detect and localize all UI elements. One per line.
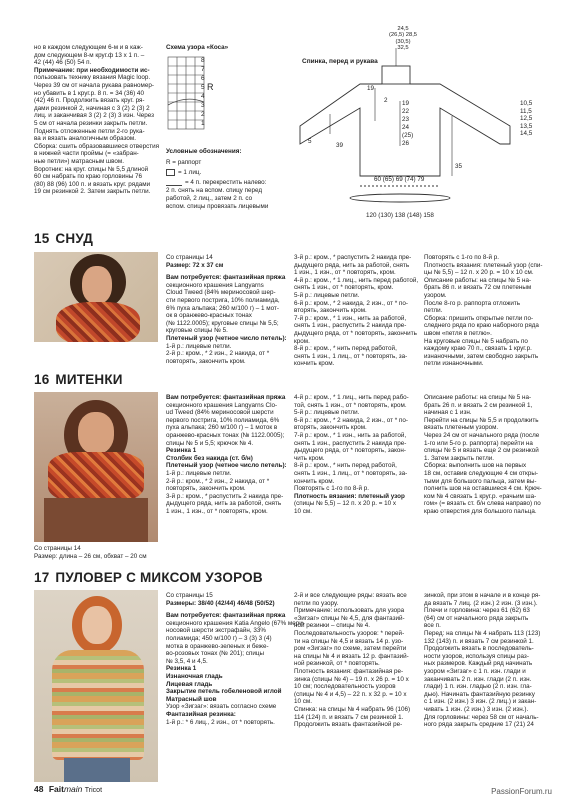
scheme-row-numbers: 8 7 6 5 4 3 2 1 (201, 57, 205, 127)
diagram-length: 35 (455, 163, 463, 170)
jeans (64, 758, 130, 782)
cross-symbol (166, 180, 182, 186)
diagram-armhole-values: 19 22 23 24 (25) 26 (402, 100, 414, 147)
mitts-col3: Описание работы: на спицы № 5 на- брать 26 п. и вязать 2 см резинкой 1, начиная с 1 изн. Перейти на спицы № 5,5 и продолжить вязать плетеным узором. Через 24 см от начального ряда (после 1-го или 5-го р. раппорта) перейти на спицы № 5 и вязать еще 2 см резинкой 1. Затем закрыть петли. Сборка: выполнить шов на первых 18 см, оставив следующие 4 см откры- тыми для большого пальца, затем вы- полнить шов на оставшиеся 4 см. Крюч- ком № 4 связать 1 круг.р. «рачьим ша- гом» (= вязать ст. б/н слева направо) по краю отверстия для большого пальца. (424, 394, 542, 515)
snood-col1: Со страницы 14 Размер: 72 х 37 см Вам потребуется: фантазийная пряжа секционного крашения Langyarns Cloud Tweed (84% мериносовой шер- сти первого пострига, 10% полиамида, 6% пуха альпака; 260 м/100 г) – 1 мот- ок в оранжево-красных тонах (№ 1122.0005); круговые спицы № 5,5; круговые спицы № 5. Плетеный узор (четное число петель): 1-й р.: лицевые петли. 2-й р.: кром., * 2 изн., 2 накида, от * повторять, закончить кром. (166, 254, 287, 365)
diagram-sleeve-inner: 5 (308, 138, 312, 145)
diagram-left-measure: 19 (367, 85, 375, 92)
section-heading-pullover: 17 ПУЛОВЕР С МИКСОМ УЗОРОВ (34, 570, 263, 585)
footer: 48 Faitmain Tricot (34, 784, 103, 794)
mitts-photo (34, 392, 158, 542)
diagram-title: Спинка, перед и рукава (302, 58, 378, 65)
pullover-photo (34, 590, 158, 782)
snood-col3: Повторять с 1-го по 8-й р. Плотность вязания: плетеный узор (спи- цы № 5,5) – 12 п. х 20 р. = 10 х 10 см. Описание работы: на спицы № 5 на- брать 86 п. и вязать 72 см плетеным узором. После 8-го р. раппорта отложить петли. Сборка: пришить открытые петли по- следнего ряда по краю наборного ряда швом «петля в петлю». На круговые спицы № 5 набрать по каждому краю 70 п., связать 1 круг.р. изнаночными, затем свободно закрыть петли изнаночными. (424, 254, 543, 368)
pullover-col3: зинкой, при этом в начале и в конце ря- да вязать 7 лиц. (2 изн.) 2 изн. (3 изн.). Плечи и горловина: через 61 (62) 63 (64) см от начального ряда закрыть все п. Перед: на спицы № 4 набрать 113 (123) 132 (143) п. и вязать 7 см резинкой 1. Продолжить вязать в последователь- ности узоров, используя спицы раз- ных размеров. Каждый ряд начинать узором «Зигзаг» с 1 п. изн. глади и заканчивать 2 п. изн. глади (2 п. изн. глади) 1 п. изн. гладью (2 п. изн. гла- дью). Начинать фантазийную резинку с 1 изн. (2 изн.) 3 изн. (2 лиц.) и закан- чивать 1 изн. (2 изн.) 3 изн. (2 изн.). Для горловины: через 58 см от началь- ного ряда закрыть средние 17 (21) 24 (424, 592, 541, 729)
pullover-col2: 2-й и все следующие ряды: вязать все петли по узору. Примечание: использовать для узора «Зигзаг» спицы № 4,5, для фантазий- ной резинки – спицы № 4. Последовательность узоров: * перей- ти на спицы № 4,5 и вязать 14 р. узо- ром «Зигзаг» по схеме, затем перейти на спицы № 4 и вязать 12 р. фантазий- ной резинкой, от * повторять. Плотность вязания: фантазийная ре- зинка (спицы № 4) – 19 п. х 26 р. = 10 х 10 см; последовательность узоров (спицы № 4 и 4,5) – 22 п. х 32 р. = 10 х 10 см. Спинка: на спицы № 4 набрать 96 (106) 114 (124) п. и вязать 7 см резинкой 1. Продолжить вязать фантазийной ре- (294, 592, 411, 729)
diagram-width: 60 (65) 69 (74) 79 (374, 176, 425, 183)
face (82, 606, 112, 644)
section-heading-mitts: 16 МИТЕНКИ (34, 372, 123, 387)
scheme-title: Схема узора «Коса» (166, 44, 229, 51)
diagram-sleeve-length: 39 (336, 142, 344, 149)
pullover-col1: Со страницы 15 Размеры: 38/40 (42/44) 46/48 (50/52) Вам потребуется: фантазийная пряжа секционного крашения Katia Angelo (67% мери- носовой шерсти экстрафайн, 33% полиамида; 450 м/100 г) – 3 (3) 3 (4) мотка в оранжево-зеленых и беже- во-розовых тонах (№ 201); спицы № 3,5, 4 и 4,5. Резинка 1 Изнаночная гладь Лицевая гладь Закрытие петель гобеленовой иглой Матрасный шов Узор «Зигзаг»: вязать согласно схеме Фантазийная резинка: 1-й р.: * 6 лиц., 2 изн., от * повторять. (166, 592, 305, 726)
mitts-caption: Со страницы 14 Размер: длина – 26 см, обхват – 20 см (34, 545, 147, 560)
brand-logo: Faitmain (48, 784, 83, 794)
section-heading-snood: 15 СНУД (34, 231, 94, 246)
face (82, 266, 112, 304)
legend: Условные обозначения: R = раппорт = 1 лиц. = 4 п. перекрестить налево: 2 п. снять на вспом. спицу перед работой, 2 лиц., затем 2 п. со вспом. спицы провязать лицевыми (166, 148, 269, 211)
page-number: 48 (34, 784, 44, 794)
scheme-rapport-label: R (207, 82, 214, 92)
garment-diagram (290, 26, 540, 222)
diagram-depth: 2 (384, 97, 388, 104)
mitts-col2: 4-й р.: кром., * 1 лиц., нить перед рабо- той, снять 1 изн., от * повторять, кром. 5-й р.: лицевые петли. 6-й р.: кром., * 2 накида, 2 изн., от * по- вторять, закончить кром. 7-й р.: кром., * 1 изн., нить за работой, снять 1 изн., распустить 2 накида пре- дыдущего ряда, от * повторять, закон- чить кром. 8-й р.: кром., * нить перед работой, снять 1 изн., 1 лиц., от * повторять, за- кончить кром. Повторять с 1-го по 8-й р. Плотность вязания: плетеный узор (спицы № 5,5) – 12 п. х 20 р. = 10 х 10 см. (294, 394, 409, 515)
mitts-col1: Вам потребуется: фантазийная пряжа секционного крашения Langyarns Clo- ud Tweed (84% мериносовой шерсти первого пострига, 10% полиамида, 6% пуха альпака; 260 м/100 г) – 1 моток в оранжево-красных тонах (№ 1122.0005); спицы № 5 и 5,5; крючок № 4. Резинка 1 Столбик без накида (ст. б/н) Плетеный узор (четное число петель): 1-й р.: лицевые петли. 2-й р.: кром., * 2 изн., 2 накида, от * повторять, закончить кром. 3-й р.: кром., * распустить 2 накида пре- дыдущего ряда, нить за работой, снять 1 изн., 1 изн., от * повторять, кром. (166, 394, 287, 515)
diagram-neck-measure: 24,5 (26,5) 28,5 (30,5) 32,5 (389, 26, 418, 51)
coat (44, 498, 148, 542)
mittens (48, 452, 144, 502)
scheme-grid (166, 55, 212, 131)
snood-col2: 3-й р.: кром., * распустить 2 накида пре- дыдущего ряда, нить за работой, снять 1 изн., 1 изн., от * повторять, кром. 4-й р.: кром., * 1 лиц., нить перед работой, снять 1 изн., от * повторять, кром. 5-й р.: лицевые петли. 6-й р.: кром., * 2 накида, 2 изн., от * по- вторять, закончить кром. 7-й р.: кром., * 1 изн., нить за работой, снять 1 изн., распустить 2 накида пре- дыдущего ряда, от * повторять, закончить кром. 8-й р.: кром., * нить перед работой, снять 1 изн., 1 лиц., от * повторять, за- кончить кром. (294, 254, 419, 368)
watermark: PassionForum.ru (491, 787, 552, 796)
diagram-bottom: 120 (130) 138 (148) 158 (366, 212, 434, 219)
snood-photo (34, 252, 158, 342)
scarf (56, 302, 140, 342)
diagram-right-measure: 10,5 11,5 12,5 13,5 14,5 (520, 100, 533, 137)
sweater (52, 650, 144, 760)
top-col1: но в каждом следующем 6-м и в каж- дом следующем 8-м круг.ф 13 х 1 п. – 42 (44) 46 (50) 54 п. Примечание: при необходимости ис- пользовать технику вязания Magic loop. Через 39 см от начала рукава равномер- но убавить в 1 круг.р. 8 п. = 34 (36) 40 (42) 46 п. Продолжить вязать круг. ря- дами резинкой 2, начиная с 3 (2) 2 (3) 2 лиц. и заканчивая 3 (2) 2 (3) 3 изн. Через 5 см от начала резинки закрыть петли. Поднять отложенные петли 2-го рука- ва и вязать аналогичным образом. Сборка: сшить образовавшиеся отверстия в нижней части проймы (= «забран- ные петли») матрасным швом. Воротник: на круг. спицы № 5,5 длиной 60 см набрать по краю горловины 76 (80) 88 (96) 100 п. и вязать круг. рядами 19 см резинкой 2. Затем закрыть петли. (34, 44, 160, 196)
face (78, 412, 114, 454)
knit-symbol (166, 169, 175, 176)
